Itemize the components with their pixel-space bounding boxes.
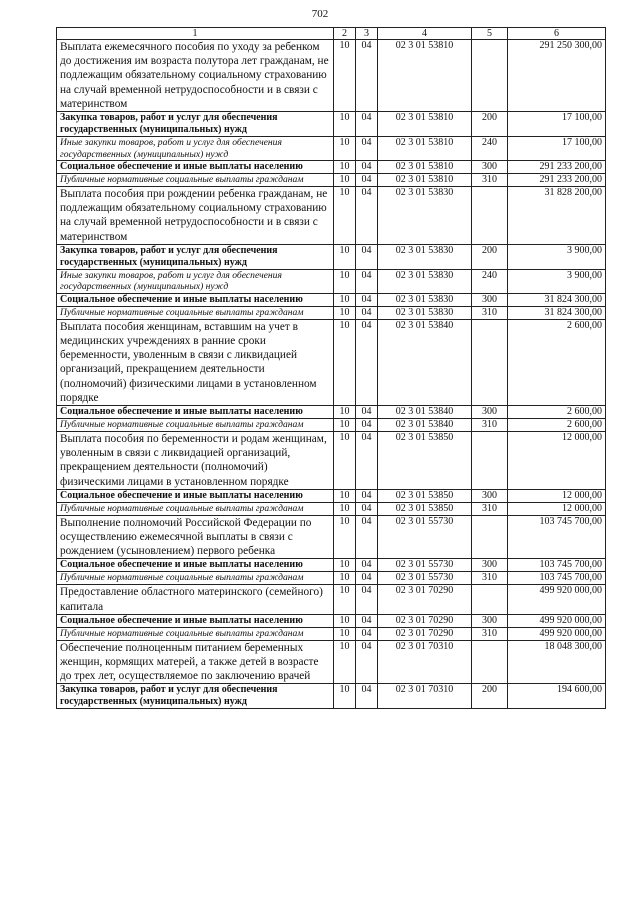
row-expense-type-code: 240: [472, 137, 508, 161]
row-amount: 2 600,00: [508, 319, 606, 405]
row-amount: 103 745 700,00: [508, 572, 606, 585]
row-subsection-code: 04: [356, 293, 378, 306]
row-subsection-code: 04: [356, 174, 378, 187]
row-target-article-code: 02 3 01 53830: [378, 187, 472, 245]
row-description: Публичные нормативные социальные выплаты гражданам: [57, 174, 334, 187]
row-section-code: 10: [334, 174, 356, 187]
row-amount: 3 900,00: [508, 269, 606, 293]
row-description: Предоставление областного материнского (семейного) капитала: [57, 585, 334, 614]
table-row: [57, 40, 606, 112]
row-section-code: 10: [334, 112, 356, 137]
row-target-article-code: 02 3 01 53850: [378, 432, 472, 490]
row-amount: 12 000,00: [508, 432, 606, 490]
row-expense-type-code: [472, 432, 508, 490]
row-description: Закупка товаров, работ и услуг для обеспечения государственных (муниципальных) нужд: [57, 244, 334, 269]
row-description: Публичные нормативные социальные выплаты гражданам: [57, 419, 334, 432]
row-description: Выплата пособия женщинам, вставшим на учет в медицинских учреждениях в ранние сроки беременности, уволенным в связи с ликвидацией организаций, прекращением деятельности (полномочий) физическими лицами в установленном порядке: [57, 319, 334, 405]
row-subsection-code: 04: [356, 187, 378, 245]
row-amount: 2 600,00: [508, 419, 606, 432]
row-amount: 31 824 300,00: [508, 306, 606, 319]
budget-table: [56, 27, 606, 709]
row-section-code: 10: [334, 627, 356, 640]
row-target-article-code: 02 3 01 53830: [378, 269, 472, 293]
row-section-code: 10: [334, 293, 356, 306]
row-subsection-code: 04: [356, 640, 378, 684]
row-section-code: 10: [334, 489, 356, 502]
row-description: Социальное обеспечение и иные выплаты населению: [57, 559, 334, 572]
row-expense-type-code: 300: [472, 559, 508, 572]
row-section-code: 10: [334, 269, 356, 293]
row-section-code: 10: [334, 187, 356, 245]
row-amount: 2 600,00: [508, 406, 606, 419]
row-target-article-code: 02 3 01 53810: [378, 137, 472, 161]
row-subsection-code: 04: [356, 502, 378, 515]
page-number: 702: [311, 8, 329, 20]
row-expense-type-code: 300: [472, 293, 508, 306]
table-row: [57, 137, 606, 161]
table-row: [57, 244, 606, 269]
row-expense-type-code: 200: [472, 244, 508, 269]
table-row: [57, 585, 606, 614]
row-section-code: 10: [334, 137, 356, 161]
row-subsection-code: 04: [356, 244, 378, 269]
table-row: [57, 432, 606, 490]
row-subsection-code: 04: [356, 40, 378, 112]
row-expense-type-code: 310: [472, 502, 508, 515]
row-subsection-code: 04: [356, 684, 378, 709]
row-description: Выполнение полномочий Российской Федерации по осуществлению ежемесячной выплаты в связи с рождением (усыновлением) первого ребенка: [57, 515, 334, 559]
row-expense-type-code: 240: [472, 269, 508, 293]
row-target-article-code: 02 3 01 53840: [378, 319, 472, 405]
row-target-article-code: 02 3 01 53810: [378, 40, 472, 112]
row-expense-type-code: 300: [472, 161, 508, 174]
row-subsection-code: 04: [356, 515, 378, 559]
table-row: [57, 161, 606, 174]
table-row: [57, 269, 606, 293]
row-target-article-code: 02 3 01 53810: [378, 112, 472, 137]
table-row: [57, 515, 606, 559]
row-section-code: 10: [334, 502, 356, 515]
table-row: [57, 174, 606, 187]
table-body: [57, 40, 606, 709]
row-subsection-code: 04: [356, 572, 378, 585]
row-section-code: 10: [334, 244, 356, 269]
row-description: Закупка товаров, работ и услуг для обеспечения государственных (муниципальных) нужд: [57, 684, 334, 709]
row-subsection-code: 04: [356, 627, 378, 640]
row-section-code: 10: [334, 406, 356, 419]
row-subsection-code: 04: [356, 112, 378, 137]
row-expense-type-code: 310: [472, 572, 508, 585]
row-expense-type-code: [472, 515, 508, 559]
row-description: Выплата пособия при рождении ребенка гражданам, не подлежащим обязательному социальному страхованию на случай временной нетрудоспособности и в связи с материнством: [57, 187, 334, 245]
table-row: [57, 627, 606, 640]
row-target-article-code: 02 3 01 53810: [378, 161, 472, 174]
row-section-code: 10: [334, 432, 356, 490]
row-amount: 499 920 000,00: [508, 585, 606, 614]
row-amount: 18 048 300,00: [508, 640, 606, 684]
row-subsection-code: 04: [356, 137, 378, 161]
row-expense-type-code: 310: [472, 306, 508, 319]
row-target-article-code: 02 3 01 55730: [378, 515, 472, 559]
table-row: [57, 684, 606, 709]
row-amount: 103 745 700,00: [508, 515, 606, 559]
table-row: [57, 614, 606, 627]
row-section-code: 10: [334, 161, 356, 174]
table-row: [57, 489, 606, 502]
row-section-code: 10: [334, 515, 356, 559]
row-target-article-code: 02 3 01 53830: [378, 244, 472, 269]
row-section-code: 10: [334, 572, 356, 585]
table-row: [57, 406, 606, 419]
row-subsection-code: 04: [356, 432, 378, 490]
row-target-article-code: 02 3 01 53850: [378, 489, 472, 502]
row-description: Социальное обеспечение и иные выплаты населению: [57, 161, 334, 174]
row-subsection-code: 04: [356, 161, 378, 174]
row-target-article-code: 02 3 01 53840: [378, 419, 472, 432]
row-target-article-code: 02 3 01 70290: [378, 614, 472, 627]
row-amount: 17 100,00: [508, 137, 606, 161]
row-description: Социальное обеспечение и иные выплаты населению: [57, 406, 334, 419]
column-header-2: 2: [334, 28, 356, 40]
row-subsection-code: 04: [356, 269, 378, 293]
row-expense-type-code: 300: [472, 614, 508, 627]
row-description: Выплата пособия по беременности и родам женщинам, уволенным в связи с ликвидацией организаций, прекращением деятельности (полномочий) физическими лицами в установленном порядке: [57, 432, 334, 490]
row-amount: 12 000,00: [508, 489, 606, 502]
row-amount: 3 900,00: [508, 244, 606, 269]
row-target-article-code: 02 3 01 53840: [378, 406, 472, 419]
table-row: [57, 559, 606, 572]
row-amount: 31 828 200,00: [508, 187, 606, 245]
table-row: [57, 319, 606, 405]
row-section-code: 10: [334, 319, 356, 405]
row-target-article-code: 02 3 01 70290: [378, 585, 472, 614]
row-target-article-code: 02 3 01 55730: [378, 559, 472, 572]
row-expense-type-code: 300: [472, 489, 508, 502]
row-target-article-code: 02 3 01 53830: [378, 293, 472, 306]
row-description: Выплата ежемесячного пособия по уходу за ребенком до достижения им возраста полутора лет гражданам, не подлежащим обязательному социальному страхованию на случай временной нетрудоспособности и в связи с материнством: [57, 40, 334, 112]
column-header-1: 1: [57, 28, 334, 40]
row-amount: 12 000,00: [508, 502, 606, 515]
row-target-article-code: 02 3 01 55730: [378, 572, 472, 585]
row-expense-type-code: 310: [472, 627, 508, 640]
row-expense-type-code: [472, 640, 508, 684]
row-target-article-code: 02 3 01 70310: [378, 640, 472, 684]
row-description: Публичные нормативные социальные выплаты гражданам: [57, 502, 334, 515]
row-target-article-code: 02 3 01 70310: [378, 684, 472, 709]
row-expense-type-code: [472, 40, 508, 112]
row-expense-type-code: 200: [472, 112, 508, 137]
column-header-6: 6: [508, 28, 606, 40]
row-expense-type-code: [472, 585, 508, 614]
row-section-code: 10: [334, 684, 356, 709]
row-target-article-code: 02 3 01 53810: [378, 174, 472, 187]
row-section-code: 10: [334, 559, 356, 572]
row-amount: 291 233 200,00: [508, 161, 606, 174]
row-amount: 499 920 000,00: [508, 614, 606, 627]
row-section-code: 10: [334, 419, 356, 432]
row-description: Публичные нормативные социальные выплаты гражданам: [57, 306, 334, 319]
row-section-code: 10: [334, 640, 356, 684]
row-description: Социальное обеспечение и иные выплаты населению: [57, 489, 334, 502]
row-subsection-code: 04: [356, 489, 378, 502]
row-subsection-code: 04: [356, 319, 378, 405]
row-amount: 194 600,00: [508, 684, 606, 709]
row-target-article-code: 02 3 01 53830: [378, 306, 472, 319]
row-description: Публичные нормативные социальные выплаты гражданам: [57, 572, 334, 585]
row-description: Социальное обеспечение и иные выплаты населению: [57, 614, 334, 627]
row-amount: 17 100,00: [508, 112, 606, 137]
column-header-5: 5: [472, 28, 508, 40]
table-row: [57, 640, 606, 684]
row-section-code: 10: [334, 585, 356, 614]
row-target-article-code: 02 3 01 70290: [378, 627, 472, 640]
table-row: [57, 293, 606, 306]
table-row: [57, 572, 606, 585]
row-subsection-code: 04: [356, 585, 378, 614]
row-expense-type-code: [472, 187, 508, 245]
row-description: Иные закупки товаров, работ и услуг для обеспечения государственных (муниципальных) нужд: [57, 269, 334, 293]
row-expense-type-code: [472, 319, 508, 405]
row-amount: 103 745 700,00: [508, 559, 606, 572]
row-section-code: 10: [334, 306, 356, 319]
column-header-3: 3: [356, 28, 378, 40]
row-section-code: 10: [334, 614, 356, 627]
row-amount: 291 233 200,00: [508, 174, 606, 187]
row-description: Закупка товаров, работ и услуг для обеспечения государственных (муниципальных) нужд: [57, 112, 334, 137]
row-expense-type-code: 200: [472, 684, 508, 709]
table-row: [57, 187, 606, 245]
row-expense-type-code: 310: [472, 419, 508, 432]
table-row: [57, 502, 606, 515]
row-section-code: 10: [334, 40, 356, 112]
row-amount: 291 250 300,00: [508, 40, 606, 112]
row-description: Иные закупки товаров, работ и услуг для обеспечения государственных (муниципальных) нужд: [57, 137, 334, 161]
row-description: Публичные нормативные социальные выплаты гражданам: [57, 627, 334, 640]
row-expense-type-code: 300: [472, 406, 508, 419]
row-amount: 31 824 300,00: [508, 293, 606, 306]
row-subsection-code: 04: [356, 419, 378, 432]
table-row: [57, 306, 606, 319]
row-expense-type-code: 310: [472, 174, 508, 187]
row-subsection-code: 04: [356, 614, 378, 627]
row-subsection-code: 04: [356, 306, 378, 319]
row-amount: 499 920 000,00: [508, 627, 606, 640]
row-description: Социальное обеспечение и иные выплаты населению: [57, 293, 334, 306]
column-header-4: 4: [378, 28, 472, 40]
row-target-article-code: 02 3 01 53850: [378, 502, 472, 515]
table-row: [57, 112, 606, 137]
table-row: [57, 419, 606, 432]
row-subsection-code: 04: [356, 559, 378, 572]
row-description: Обеспечение полноценным питанием беременных женщин, кормящих матерей, а также детей в возрасте до трех лет, осуществляемое по заключению врачей: [57, 640, 334, 684]
table-header-row: [57, 28, 606, 40]
row-subsection-code: 04: [356, 406, 378, 419]
